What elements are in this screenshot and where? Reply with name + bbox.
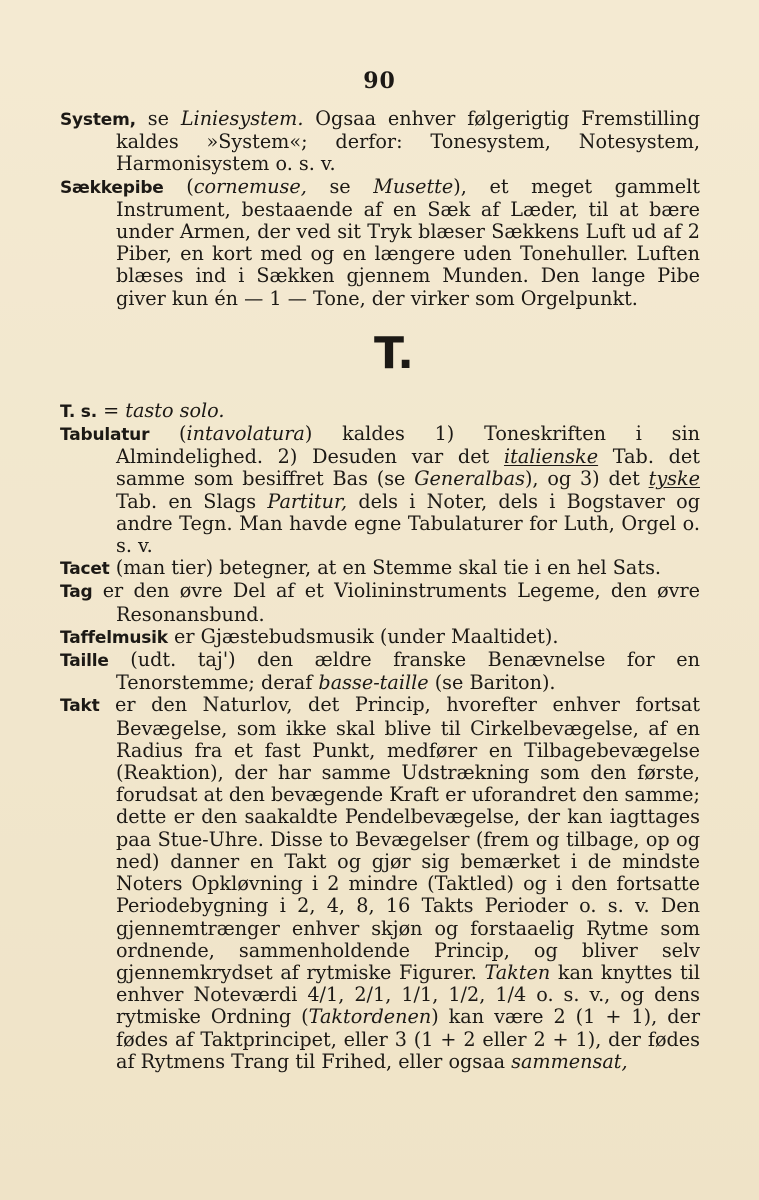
entry-text: dels i Noter, dels i Bogstaver og andre Tegn. Man havde egne Tabulaturer for Luth, Orgel o. s. v. <box>116 489 700 558</box>
entry-text: se <box>306 174 374 198</box>
dictionary-entry <box>60 176 700 310</box>
entry-text: ( <box>149 422 187 446</box>
entry-italic-text: Liniesystem. <box>180 107 304 130</box>
dictionary-entry <box>60 423 700 557</box>
entry-term: Tabulatur <box>60 425 150 446</box>
entry-term: Taille <box>60 651 109 672</box>
entry-text: = <box>96 398 126 422</box>
entry-italic-text: intavolatura <box>186 422 305 446</box>
entry-italic-text: tasto solo. <box>125 398 225 422</box>
dictionary-entry <box>60 694 700 1072</box>
entry-text: Tab. en Slags <box>116 489 268 513</box>
entry-text: Ogsaa enhver følgerigtig Fremstilling kaldes »System«; derfor: Tonesystem, Notesystem, Harmonisystem o. s. v. <box>116 107 700 176</box>
entry-text: (se Bariton). <box>428 671 556 695</box>
entry-italic-text: sammensat, <box>511 1049 628 1073</box>
section-heading-letter: T. <box>373 327 415 379</box>
entry-text: er den øvre Del af et Violininstruments Legeme, den øvre Resonansbund. <box>92 579 700 626</box>
entry-italic-text <box>649 467 700 490</box>
entry-emphasis: tyske <box>648 467 701 491</box>
dictionary-entry <box>60 580 700 625</box>
entry-term: Tag <box>60 582 93 603</box>
entry-term: Sækkepibe <box>60 177 164 198</box>
entry-text: ( <box>163 174 194 198</box>
entry-text: kan knyttes til enhver Noteværdi 4/1, 2/1, 1/1, 1/2, 1/4 o. s. v., og dens rytmiske Ordning ( <box>116 960 700 1029</box>
entry-term: System, <box>60 110 136 130</box>
entry-text: ), og 3) det <box>524 467 649 491</box>
entry-italic-text: Partitur, <box>267 489 348 513</box>
entry-text: er Gjæstebudsmusik (under Maaltidet). <box>167 624 559 648</box>
entries-group-t <box>60 400 700 1073</box>
dictionary-entries <box>60 108 700 1073</box>
entry-italic-text: Takten <box>484 960 551 984</box>
entry-term: Tacet <box>60 559 110 580</box>
entries-group-s <box>60 108 700 310</box>
entry-text: (man tier) betegner, at en Stemme skal tie i en hel Sats. <box>109 556 662 580</box>
entry-italic-text: Musette <box>373 174 454 198</box>
page-number: 90 <box>363 68 396 94</box>
dictionary-entry <box>60 400 700 423</box>
entry-italic-text: cornemuse, <box>193 174 307 198</box>
entry-term: T. s. <box>60 401 97 422</box>
entry-text: ) kan være 2 (1 + 1), der fødes af Taktprincipet, eller 3 (1 + 2 eller 2 + 1), der fødes af Rytmens Trang til Frihed, eller ogsaa <box>116 1005 700 1073</box>
dictionary-entry <box>60 108 700 176</box>
dictionary-entry <box>60 557 700 580</box>
entry-italic-text: Taktordenen <box>308 1005 432 1029</box>
entry-italic-text <box>504 445 598 468</box>
entry-text: Tab. det samme som besiffret Bas (se <box>116 445 700 491</box>
entry-emphasis: italienske <box>503 445 599 469</box>
entry-text: ) kaldes 1) Toneskriften i sin Almindelighed. 2) Desuden var det <box>116 422 700 469</box>
entry-text: ), et meget gammelt Instrument, bestaaende af en Sæk af Læder, til at bære under Armen, der ved sit Tryk blæser Sækkens Luft ud af 2 Piber, en kort med og en længere uden Tonehuller. Luften blæses ind i Sækken gjennem Munden. Den lange Pibe giver kun én — 1 — Tone, der virker som Orgelpunkt. <box>116 174 700 310</box>
entry-term: Taffelmusik <box>60 627 168 648</box>
entry-text: (udt. taj') den ældre franske Benævnelse for en Tenorstemme; deraf <box>108 648 700 695</box>
entry-term: Takt <box>60 696 100 717</box>
dictionary-entry <box>60 626 700 649</box>
entry-italic-text: Generalbas <box>414 467 525 491</box>
dictionary-entry <box>60 649 700 694</box>
entry-italic-text: basse-taille <box>318 671 429 695</box>
entry-text: se <box>135 107 181 130</box>
entry-text: er den Naturlov, det Princip, hvorefter enhver fortsat Bevægelse, som ikke skal blive til Cirkelbevægelse, af en Radius fra et fast Punkt, medfører en Tilbagebevægelse (Reaktion), der har samme Udstrækning som den første, forudsat at den bevægende Kraft er uforandret den samme; dette er den saakaldte Pendelbevægelse, der kan iagttages paa Stue-Uhre. Disse to Bevægelser (frem og tilbage, op og ned) danner en Takt og gjør sig bemærket i de mindste Noters Opkløvning i 2 mindre (Taktled) og i den fortsatte Periodebygning i 2, 4, 8, 16 Takts Perioder o. s. v. Den gjennemtrænger enhver skjøn og forstaaelig Rytme som ordnende, sammenholdende Princip, og bliver selv gjennemkrydset af rytmiske Figurer. <box>99 693 700 984</box>
